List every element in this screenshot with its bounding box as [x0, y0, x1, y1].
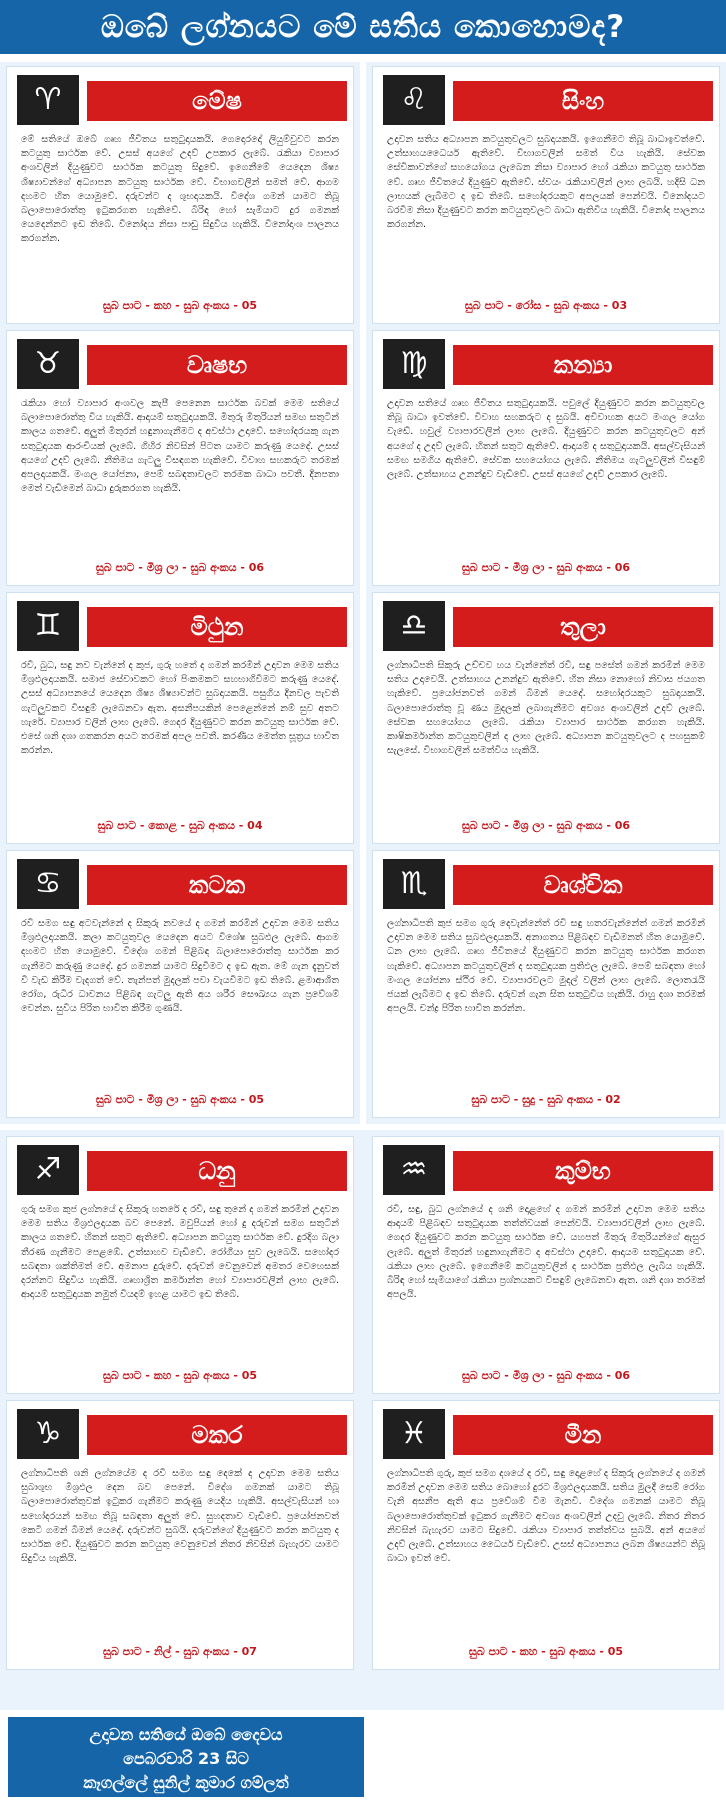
- horoscope-card-kataka: [6, 850, 354, 1118]
- sign-forecast-text: ලග්නාධිපති කුජ සමග ගුරු දෙවැන්නේත් රවි සඳු හතරවැන්නේත් ගමන් කරමින් උදාවන මෙම සතිය සුබඵලදායකයි. අනාගතය පිළිබඳව වැඩිමනත් හිත යොමුවේ. ධන ලාභ ලැබේ. ගෘහ ජීවිතයේ දියුණුවට කරන කටයුතු සාර්ථක කරගත හැකිවේ. අධ්‍යාපන කටයුතුවලින් ද සතුටුදායක ප්‍රතිඵල ලැබේ. පෙම් සබඳතා හෝ මංගල යෝජනා ස්ථිර වේ. ව්‍යාපාරවලට මුදල් වලින් ලාභ ලැබේ. ලොතරැයි ජයක් ලැබීමට ද ඉඩ තිබේ. දරුවන් ගැන සිත සතුටුවිය හැකියි. රාහු දශා තරමක් අපලයි. චන්ද්‍ර පිරිත භාවිත කරන්න.: [387, 918, 705, 1015]
- credit-line-author: කෑගල්ලේ සුනිල් කුමාර ගම්ලත්: [83, 1773, 289, 1792]
- lucky-color-number: සුබ පාට - නිල් - සුබ අංකය - 07: [103, 1645, 257, 1658]
- pisces-fish-icon: ♓: [383, 1409, 445, 1459]
- cancer-crab-icon: ♋: [17, 859, 79, 909]
- sign-forecast-text: රවි සමග සඳු අටවැන්නේ ද සිකුරු නවයේ ද ගමන් කරමින් උදාවන මෙම සතිය මිශ්‍රඵලදායකයි. කලා කටයුතුවල යෙදෙන අයට විශේෂ සුබඵල ලැබේ. ආගම දහමට හිත යොමුවේ. විදේශ ගමන් පිළිබඳ බලාපොරොත්තු සාර්ථක කර ගැනීමට කරුණු යෙදේ. දුර ගමනක් යාමට සිදුවීමට ද ඉඩ ඇත. මේ ගැන දැනුවත් වී වැඩ කිරීම වැදගත් වේ. තැන්පත් මුදලක් පවා වැයවීමට ඉඩ තිබේ. ළමාආශිත රෝග, රුධිර ධාවනය පිළිබඳ ගැටලු ඇති අය ශරීර සෞඛ්‍යය ගැන ප්‍රවේශම් වෙන්න. සුවිය පිරිත භාවිත කිරීම ගුණයි.: [21, 918, 339, 1015]
- sign-forecast-text: උදාවන සතිය අධ්‍යාපන කටයුතුවලට සුබදායකයි. ඉගෙනීමට තිබූ බාධාඉවත්වේ. උත්සාහයධෛර්ය ඇතිවේ. විභාගවලින් සමත් විය හැකියි. සේවක සේවිකාවන්ගේ සහයෝගය ලැබෙන නිසා ව්‍යාපාර හෝ රැකියා කටයුතු සාර්ථක වේ. ගෘහ ජීවිතයේ දියුණුව ඇතිවේ. ස්වයං රැකියාවලින් ලාභ ලබයි. හදිසි ධන ලාභයක් ලැබීමට ද ඉඩ තිබේ. සහෝදරයකුට අපලයක් පෙන්වයි. විනෝදයට බරවීම නිසා දියුණුවට කරන කටයුතුවලට බාධා ඇතිවිය හැකියි. විනෝද පාලනය කරගන්න.: [387, 134, 705, 231]
- aquarius-water-bearer-icon: ♒: [383, 1145, 445, 1195]
- sign-title: ධනු: [87, 1151, 347, 1191]
- sign-title: කටක: [87, 865, 347, 905]
- lucky-color-number: සුබ පාට - මිශ්‍ර ලා - සුබ අංකය - 05: [95, 1093, 265, 1106]
- lucky-color-number: සුබ පාට - රෝස - සුබ අංකය - 03: [464, 299, 628, 312]
- sagittarius-archer-icon: ♐: [17, 1145, 79, 1195]
- sign-title: මීන: [453, 1415, 713, 1455]
- horoscope-card-mesha: [6, 66, 354, 324]
- horoscope-card-simha: [372, 66, 720, 324]
- scorpio-scorpion-icon: ♏: [383, 859, 445, 909]
- sign-title: වෘශ්චික: [453, 865, 713, 905]
- sign-forecast-text: ගුරු සමග කුජ ලග්නයේ ද සිකුරු හතරේ ද රවි, සඳු තුනේ ද ගමන් කරමින් උදාවන මෙම සතිය මිශ්‍රඵලදායක බව පෙනේ. මවුපියන් හෝ දු දරුවන් සමග සතුටින් කාලය ගතවේ. හිතන් සතුට ඇතිවේ. අධ්‍යාපන කටයුතු සාර්ථක වේ. දුරදිග බලා තීරණ ගැනීමට පෙළඹේ. උත්සාහව වැඩිවේ. රෝගීයා සුව ලැබෙයි. සහෝදර සබඳතා ශක්තිමත් වේ. අමනාප දුරුවේ. දරුවන් වෙනුවෙන් අමතර වෙහෙසක් දරන්නට සිදුවිය හැකියි. ගෘහාශ්‍රිත කර්මාන්ත හෝ ව්‍යාපාරවලින් ලාභ ලැබේ. ආදායම් සතුටුදායක නමුත් වියදම් ඉහළ යාමට ඉඩ තිබේ.: [21, 1204, 339, 1301]
- horoscope-card-thula: [372, 592, 720, 844]
- horoscope-card-meena: [372, 1400, 720, 1670]
- sign-forecast-text: රවි, බුධ, සඳු නව වැන්නේ ද කුජ, ගුරු හතේ ද ගමන් කරමින් උදාවන මෙම සතිය මිශ්‍රඵලදායකයි. සමාජ සේවාවකට හෝ පිංකමකට සහභාගිවීමට කරුණු යෙදේ. උසස් අධ්‍යාපනයේ යෙදෙන ශිෂ්‍ය ශිෂ්‍යාවන්ට සුබදායකයි. පසුගිය දිනවල පැවති ගැටලුවකට විසඳුම් ලැබෙනවා ඇත. අසනීපයකින් පෙළෙන්නේ නම් සුව අතට හැරේ. ව්‍යාපාර වලින් ලාභ ලැබේ. ගෙදර දියුණුවට කරන කටයුතු සාර්ථක වේ. එසේ ශනි දශා ගතකරන අයට තරමක් අපල පවතී. කරණීය මෙත්ත සූත්‍රය භාවිත කරන්න.: [21, 660, 339, 757]
- lucky-color-number: සුබ පාට - සුදු - සුබ අංකය - 02: [471, 1093, 621, 1106]
- sign-forecast-text: ලග්නාධිපති සිකුරු උච්චව හය වැන්නේත් රවි, සඳු පසේත් ගමන් කරමින් මෙම සතිය උදාවෙයි. උත්සාහය උනන්දුව ඇතිවේ. හිත නිසා නොහෝ නිවාස ජයගත හැකිවේ. ප්‍රයෝජනවත් ගමන් බිමන් යෙදේ. සහෝදරයකුට සුබදායකයි. බලාපොරොත්තු වූ ණය මුදලක් ලබාගැනීමට අවශ්‍ය අංශවලින් උදව් ලැබේ. සේවක සහයෝගය ලැබේ. රැකියා ව්‍යාපාර සාර්ථක කරගත හැකියි. කාෂිකර්මාන්ත කටයුතුවලින් ද ලාභ ලැබේ. අධ්‍යාපන කටයුතුවලට ද පහසුකම් සැලසේ. විභාගවලින් සමත්විය හැකියි.: [387, 660, 705, 757]
- horoscope-card-vrushchika: [372, 850, 720, 1118]
- lucky-color-number: සුබ පාට - මිශ්‍ර ලා - සුබ අංකය - 06: [461, 1369, 631, 1382]
- horoscope-card-kanya: [372, 330, 720, 586]
- page-title: ඔබේ ලග්නයට මේ සතිය කොහොමද?: [0, 0, 726, 54]
- author-credit-box: [8, 1717, 364, 1797]
- credit-line-title: උදාවන සතියේ ඔබේ දෛවය: [89, 1725, 283, 1744]
- horoscope-card-makara: [6, 1400, 354, 1670]
- lucky-color-number: සුබ පාට - මිශ්‍ර ලා - සුබ අංකය - 06: [461, 561, 631, 574]
- sign-forecast-text: රැකියා හෝ ව්‍යාපාර අංශවල කැපී පෙනෙන සාර්ථක බවක් මෙම සතියේ බලාපොරොත්තු විය හැකියි. ආදායම් සතුටුදායකයි. මිතුරු මිතුරියන් සමඟ සතුටින් කාලය ගතවේ. අලුත් මිතුරන් හඳුනාගැනීමට ද අවස්ථා උදාවේ. සහෝදරයකු ගැන සතුටුදායක ආරංචියක් ලැබේ. ගිහිර නිවසින් පිටත යාමට කරුණු යෙදේ. උසස් අයගේ උදව් ලැබේ. නීතිමය ගැටලු විසඳගත හැකිවේ. විවාහ සහකරුට තරමක් අපලදායකයි. මංගල යෝජනා, පෙම් සබඳතාවලට තරමක බාධා පවතී. දිනපතා මෙත් වැඩීමෙන් බාධා දුරුකරගත හැකියි.: [21, 398, 339, 495]
- libra-scales-icon: ♎: [383, 601, 445, 651]
- lucky-color-number: සුබ පාට - කොළ - සුබ අංකය - 04: [97, 819, 263, 832]
- sign-forecast-text: උදාවන සතියේ ගෘහ ජීවිතය සතුටුදායකයි. පවුලේ දියුණුවට කරන කටයුතුවල තිබූ බාධා ඉවත්වේ. විවාහ සහකරුට ද සුබයි. අවිවාහක අයට මංගල යෝග වැඩේ. හවුල් ව්‍යාපාරවලින් ලාභ ලැබේ. දියුණුවට කරන කටයුතුවලට අන් අයගේ ද උදව් ලැබේ. හිතන් සතුට ඇතිවේ. ආදායම් ද සතුටුදායකයි. අසල්වැසියන් සමඟ සමගිය ඇතිවේ. සේවක සහයෝගය ලැබේ. නීතිමය ගැටලුවලින් විසඳුම් ලැබේ. උත්සාහය උනන්දුව වැඩිවේ. උසස් අයගේ උදව් උපකාර ලැබේ.: [387, 398, 705, 481]
- sign-title: කන්‍යා: [453, 345, 713, 385]
- sign-title: මේෂ: [87, 81, 347, 121]
- lucky-color-number: සුබ පාට - මිශ්‍ර ලා - සුබ අංකය - 06: [461, 819, 631, 832]
- horoscope-card-mithuna: [6, 592, 354, 844]
- sign-forecast-text: ලග්නාධිපති ගුරු, කුජ සමග දශයේ ද රවි, සඳු දොළහේ ද සිකුරු ලග්නයේ ද ගමන් කරමින් උදාවන මෙම සතිය බොහෝ දුරට මිශ්‍රඵලදායකයි. සතිය මුලදී සෙම් රෝග වැනි අසනීප ඇති අය ප්‍රවේශම් වීම මැනවි. විදේශ ගමනක් යාමට තිබූ බලාපොරොත්තුවක් ඉටුකර ගැනීමට අවශ්‍ය අංශවලින් උදවු ලැබේ. නිතර නිතර නිවසින් බැහැරව යාමට සිදුවේ. රැකියා ව්‍යාපාර තත්ත්වය සුබයි. අන් අයගේ උදව් ලැබේ. උත්සාහය ධෛර්ය වැඩිවේ. උසස් අධ්‍යාපනය ලබන ශිෂ්‍යයන්ට තිබූ බාධා ඉවත් වේ.: [387, 1468, 705, 1565]
- capricorn-goat-icon: ♑: [17, 1409, 79, 1459]
- gemini-twins-icon: ♊: [17, 601, 79, 651]
- horoscope-card-kumbha: [372, 1136, 720, 1394]
- aries-ram-icon: ♈: [17, 75, 79, 125]
- sign-forecast-text: මේ සතියේ ඔබේ ගෘහ ජීවිතය සතුටුදායකයි. ගෙදොරදෝ ලියුම්වුවට කරන කටයුතු සාර්ථක වේ. උසස් අයගේ උදව් උපකාර ලැබේ. රැකියා ව්‍යාපාර අංශවලින් දියුණුවට සාර්ථක කටයුතු සිදුවේ. ඉගෙනීමේ යෙදෙන ශිෂ්‍ය ශිෂ්‍යාවන්ගේ අධ්‍යාපන කටයුතු සාර්ථක වේ. විභාගවලින් සමත් වේ. ආගම දහමට හිත යොමුවේ. දරුවන්ට ද ශුභදායකයි. විදේශ ගමන් යාමට තිබූ බලාපොරොත්තු ඉටුකරගත හැකිවේ. බිරිඳ හෝ සැමියාට දුර ගමනක් යෙදෙන්නට ඉඩ තිබේ. විනෝදය නිසා පාඩු සිදුවිය හැකියි. විනෝදාංශ පාලනය කරගන්න.: [21, 134, 339, 245]
- credit-line-date: පෙබරවාරි 23 සිට: [123, 1749, 249, 1768]
- sign-title: සිංහ: [453, 81, 713, 121]
- lucky-color-number: සුබ පාට - කහ - සුබ අංකය - 05: [468, 1645, 624, 1658]
- lucky-color-number: සුබ පාට - මිශ්‍ර ලා - සුබ අංකය - 06: [95, 561, 265, 574]
- leo-lion-icon: ♌: [383, 75, 445, 125]
- sign-title: වෘෂභ: [87, 345, 347, 385]
- horoscope-card-vrushabha: [6, 330, 354, 586]
- sign-title: කුම්භ: [453, 1151, 713, 1191]
- horoscope-card-dhanu: [6, 1136, 354, 1394]
- lucky-color-number: සුබ පාට - කහ - සුබ අංකය - 05: [102, 299, 258, 312]
- virgo-maiden-icon: ♍: [383, 339, 445, 389]
- sign-title: මිථුන: [87, 607, 347, 647]
- sign-title: තුලා: [453, 607, 713, 647]
- sign-title: මකර: [87, 1415, 347, 1455]
- sign-forecast-text: ලග්නාධිපති ශනි ලග්නයේම ද රවි සමග සඳු දෙකේ ද උදාවන මෙම සතිය සුබාශුභ මිශ්‍රඵල දෙන බව පෙනේ. විදේශ ගමනක් යාමට තිබූ බලාපොරොත්තුවක් ඉටුකර ගැනීමට කරුණු යෙදිය හැකියි. අසල්වැසියන් හා සහෝදරයන් සමඟ තිබූ සබඳතා අලුත් වේ. සුහදතාව වැඩිවේ. ප්‍රයෝජනවත් කෙටි ගමන් බිමන් යෙදේ. දරුවන්ට සුබයි. දරුවන්ගේ දියුණුවට කරන කටයුතු ද සාර්ථක වේ. දියුණුවට කරන කටයුතු වෙනුවෙන් නිතර නිවසින් බැහැරව යාමට සිදුවිය හැකියි.: [21, 1468, 339, 1565]
- taurus-bull-icon: ♉: [17, 339, 79, 389]
- sign-forecast-text: රවි, සඳු, බුධ ලග්නයේ ද ශනි දොළහේ ද ගමන් කරමින් උදාවන මෙම සතිය ආදායම් පිළිබඳව සතුටුදායක තත්ත්වයක් පෙන්වයි. ව්‍යාපාරවලින් ලාභ ලැබේ. ගෙදර දියුණුවට කරන කටයුතු සාර්ථක වේ. යහපත් මිතුරු මිතුරියන්ගේ ඇසුර ලැබේ. අලුත් මිතුරන් හඳුනාගැනීමට ද අවස්ථා උදාවේ. ආදායම සතුටුදායක වේ. රැකියා ලාභ ලැබේ. ඉගෙනීමේ කටයුතුවලින් ද සාර්ථක ප්‍රතිඵල ලැබිය හැකියි. බිරිඳ හෝ සැමියාගේ රැකියා ප්‍රශ්නයකට විසඳුම් ලැබෙනවා ඇත. ශනි දශා තරමක් අපලයි.: [387, 1204, 705, 1301]
- lucky-color-number: සුබ පාට - කහ - සුබ අංකය - 05: [102, 1369, 258, 1382]
